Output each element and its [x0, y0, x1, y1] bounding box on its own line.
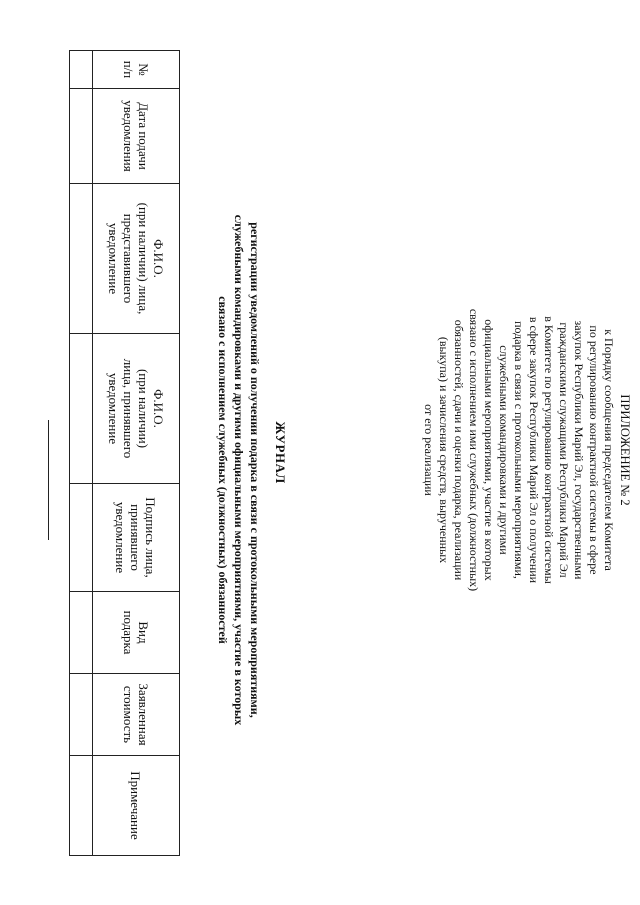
appendix-block: [421, 170, 632, 730]
column-header-receiver-signature: Подпись лица, принявшего уведомление: [93, 484, 180, 592]
appendix-line: к Порядку сообщения председателем Комитета: [602, 329, 616, 571]
table-row: [70, 51, 93, 856]
table-cell: [70, 484, 93, 592]
journal-table: [69, 50, 180, 856]
column-header-note: Примечание: [93, 756, 180, 856]
table-header-row: [93, 51, 180, 856]
column-header-date: Дата подачи уведомления: [93, 89, 180, 184]
table-cell: [70, 674, 93, 756]
table-cell: [70, 51, 93, 89]
appendix-line: в сфере закупок Республики Марий Эл о получении: [527, 316, 541, 584]
bottom-divider-line: [48, 420, 49, 540]
column-header-gift-type: Вид подарка: [93, 592, 180, 674]
journal-subtitle: [215, 120, 263, 820]
appendix-line: гражданскими служащими Республики Марий Эл: [557, 322, 571, 578]
appendix-line: обязанностей, сдачи и оценки подарка, реализации: [452, 319, 466, 581]
appendix-line: служебными командировками и другими: [497, 345, 511, 555]
appendix-line: от его реализации: [422, 404, 436, 496]
subtitle-line: регистрации уведомлений о получении подарка в связи с протокольными мероприятиями,: [248, 222, 262, 718]
appendix-line: по регулированию контрактной системы в сфере: [587, 325, 601, 575]
table-cell: [70, 756, 93, 856]
appendix-line: связано с исполнением ими служебных (должностных): [467, 308, 481, 592]
appendix-line: подарка в связи с протокольными мероприятиями,: [512, 321, 526, 579]
table-cell: [70, 184, 93, 334]
column-header-submitter-name: Ф.И.О. (при наличии) лица, представившего уведомление: [93, 184, 180, 334]
table-cell: [70, 334, 93, 484]
column-header-number: № п/п: [93, 51, 180, 89]
column-header-receiver-name: Ф.И.О. (при наличии) лица, принявшего уведомление: [93, 334, 180, 484]
journal-title: ЖУРНАЛ: [273, 421, 288, 484]
subtitle-line: связано с исполнением служебных (должностных) обязанностей: [216, 296, 230, 644]
appendix-line: (выкупа) и зачисления средств, вырученных: [437, 336, 451, 564]
table-cell: [70, 89, 93, 184]
appendix-title: ПРИЛОЖЕНИЕ № 2: [618, 394, 632, 506]
table-cell: [70, 592, 93, 674]
appendix-line: официальными мероприятиями, участие в которых: [482, 319, 496, 581]
column-header-declared-value: Заявленная стоимость: [93, 674, 180, 756]
subtitle-line: служебными командировками и другими официальными мероприятиями, участие в которых: [232, 214, 246, 726]
appendix-line: закупок Республики Марий Эл, государственными: [572, 320, 586, 580]
appendix-line: в Комитете по регулированию контрактной системы: [542, 316, 556, 584]
